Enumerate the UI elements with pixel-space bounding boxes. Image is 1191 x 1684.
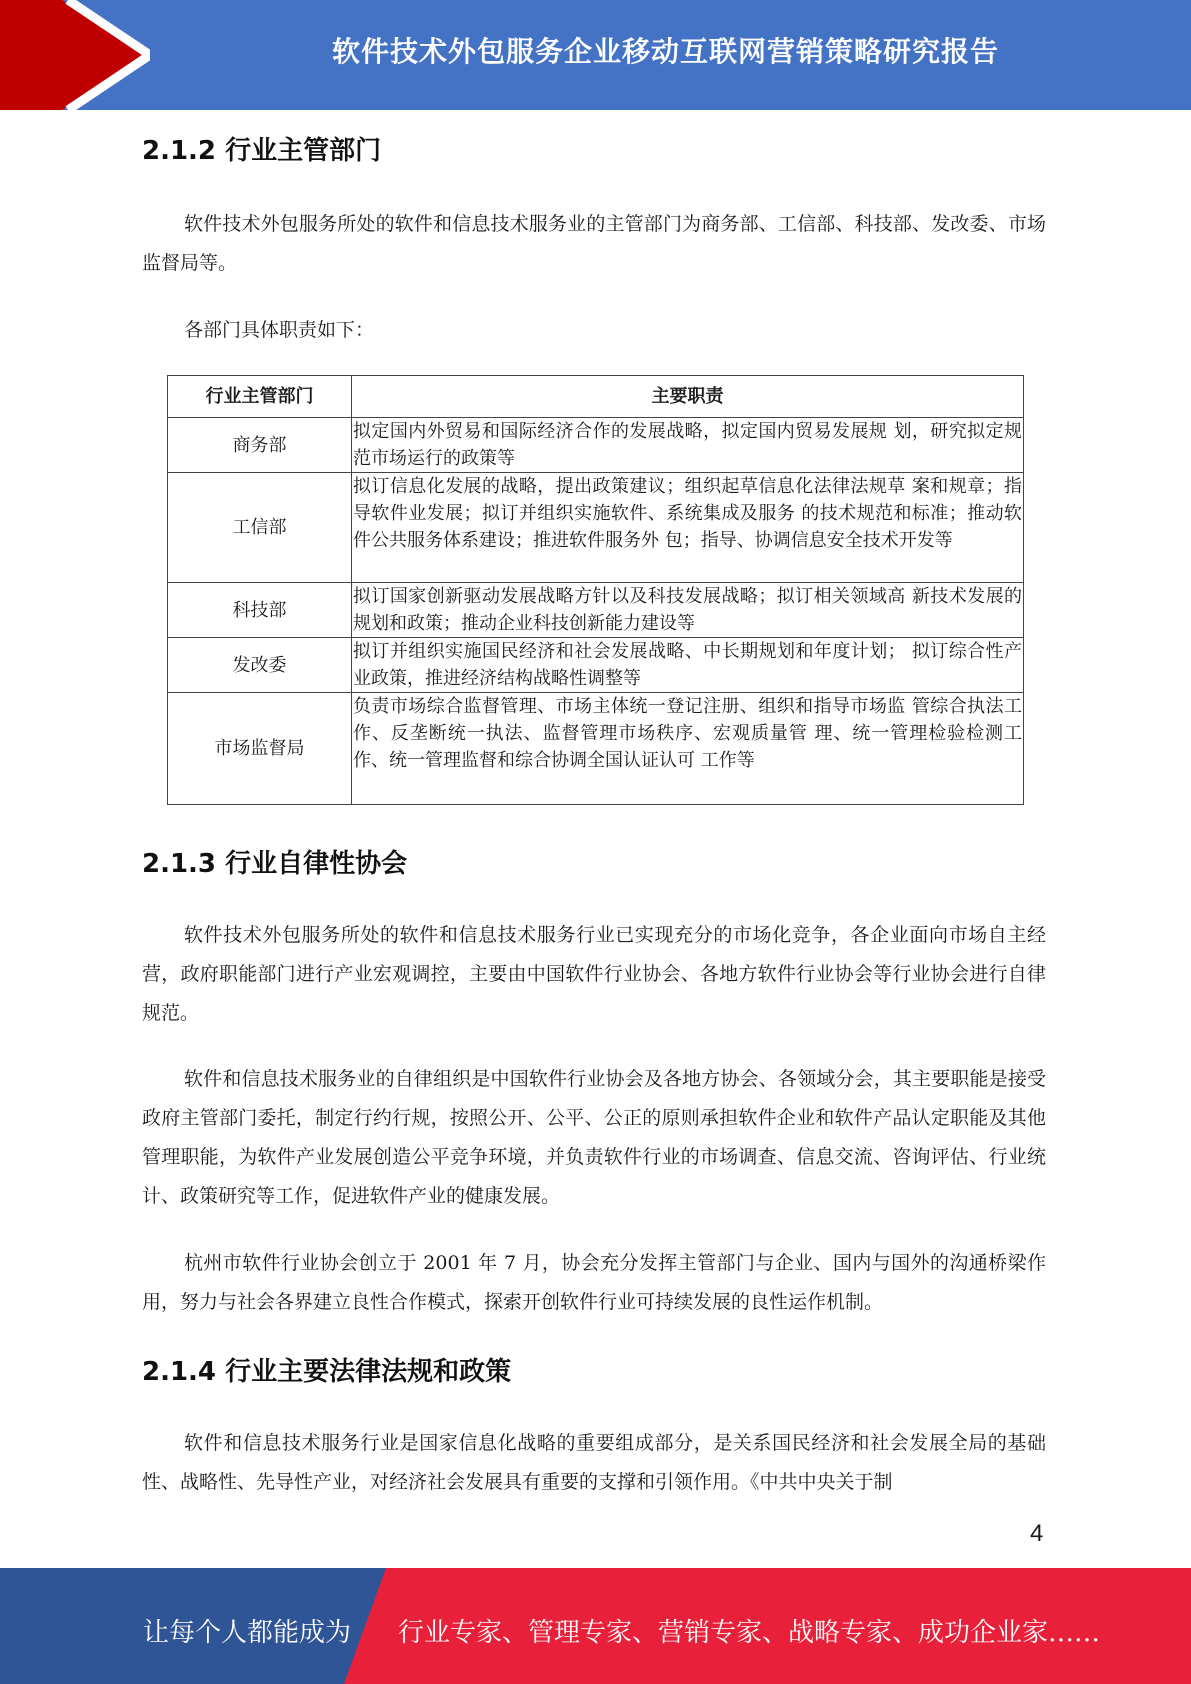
table-cell-duty: 拟订并组织实施国民经济和社会发展战略、中长期规划和年度计划； 拟订综合性产业政策，推进经济结构战略性调整等 <box>352 638 1024 693</box>
section-heading-2-1-3: 2.1.3 行业自律性协会 <box>142 849 408 879</box>
table-header-row <box>168 376 1024 418</box>
paragraph-hangzhou-association: 杭州市软件行业协会创立于 2001 年 7 月，协会充分发挥主管部门与企业、国内与国外的沟通桥梁作用，努力与社会各界建立良性合作模式，探索开创软件行业可持续发展的良性运作机制。 <box>142 1252 1046 1313</box>
table-header-dept: 行业主管部门 <box>168 376 352 418</box>
table-cell-duty: 拟定国内外贸易和国际经济合作的发展战略，拟定国内贸易发展规 划，研究拟定规范市场运行的政策等 <box>352 418 1024 473</box>
table-cell-dept: 工信部 <box>168 473 352 583</box>
table-cell-dept: 发改委 <box>168 638 352 693</box>
paragraph-market-competition: 软件技术外包服务所处的软件和信息技术服务行业已实现充分的市场化竞争，各企业面向市场自主经营，政府职能部门进行产业宏观调控，主要由中国软件行业协会、各地方软件行业协会等行业协会进行自律规范。 <box>142 924 1046 1024</box>
footer-bar <box>0 1568 1191 1684</box>
paragraph-self-regulation: 软件和信息技术服务业的自律组织是中国软件行业协会及各地方协会、各领域分会，其主要职能是接受政府主管部门委托，制定行约行规，按照公开、公平、公正的原则承担软件企业和软件产品认定职能及其他管理职能，为软件产业发展创造公平竞争环境，并负责软件行业的市场调查、信息交流、咨询评估、行业统计、政策研究等工作，促进软件产业的健康发展。 <box>142 1068 1046 1207</box>
red-chevron-icon <box>0 0 150 110</box>
table-row <box>168 583 1024 638</box>
paragraph-laws-policies: 软件和信息技术服务行业是国家信息化战略的重要组成部分，是关系国民经济和社会发展全局的基础性、战略性、先导性产业，对经济社会发展具有重要的支撑和引领作用。《中共中央关于制 <box>142 1432 1046 1493</box>
paragraph-duties-intro: 各部门具体职责如下： <box>184 319 375 341</box>
table-cell-dept: 科技部 <box>168 583 352 638</box>
table-cell-duty: 拟订信息化发展的战略，提出政策建议；组织起草信息化法律法规草 案和规章；指导软件业发展；拟订并组织实施软件、系统集成及服务 的技术规范和标准；推动软件公共服务体系建设；推进软件服务外 包；指导、协调信息安全技术开发等 <box>352 473 1024 583</box>
table-cell-duty: 拟订国家创新驱动发展战略方针以及科技发展战略；拟订相关领域高 新技术发展的规划和政策；推动企业科技创新能力建设等 <box>352 583 1024 638</box>
table-cell-duty: 负责市场综合监督管理、市场主体统一登记注册、组织和指导市场监 管综合执法工作、反垄断统一执法、监督管理市场秩序、宏观质量管 理、统一管理检验检测工作、统一管理监督和综合协调全国认证认可 工作等 <box>352 693 1024 805</box>
table-row <box>168 638 1024 693</box>
section-heading-2-1-4: 2.1.4 行业主要法律法规和政策 <box>142 1357 512 1387</box>
table-cell-dept: 市场监督局 <box>168 693 352 805</box>
footer-slogan-left: 让每个人都能成为 <box>143 1618 352 1648</box>
page-number: 4 <box>1030 1520 1044 1547</box>
table-row <box>168 693 1024 805</box>
table-cell-dept: 商务部 <box>168 418 352 473</box>
regulators-table <box>167 375 1024 805</box>
table-row <box>168 473 1024 583</box>
table-row <box>168 418 1024 473</box>
paragraph-regulators: 软件技术外包服务所处的软件和信息技术服务业的主管部门为商务部、工信部、科技部、发改委、市场监督局等。 <box>142 213 1046 274</box>
header-bar <box>0 0 1191 110</box>
section-heading-2-1-2: 2.1.2 行业主管部门 <box>142 136 382 166</box>
table-header-duty: 主要职责 <box>352 376 1024 418</box>
footer-slogan-right: 行业专家、管理专家、营销专家、战略专家、成功企业家…… <box>398 1618 1101 1648</box>
report-title: 软件技术外包服务企业移动互联网营销策略研究报告 <box>331 35 999 68</box>
